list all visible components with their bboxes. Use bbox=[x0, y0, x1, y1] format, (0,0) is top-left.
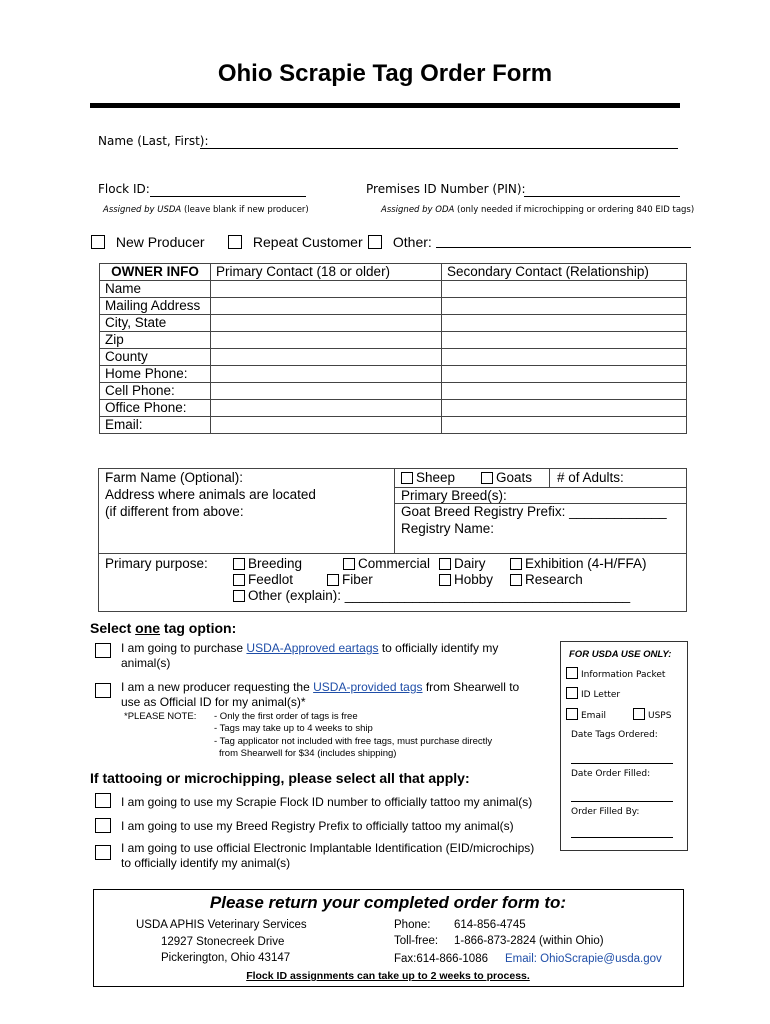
fax-number: Fax:614-866-1086 bbox=[394, 953, 488, 965]
return-heading: Please return your completed order form to: bbox=[209, 893, 567, 912]
flock-label: Flock ID: bbox=[98, 182, 150, 196]
primary-home-phone-cell[interactable] bbox=[211, 366, 442, 383]
id-letter-checkbox[interactable] bbox=[566, 687, 578, 699]
primary-name-cell[interactable] bbox=[211, 281, 442, 298]
usda-approved-eartags-link[interactable]: USDA-Approved eartags bbox=[246, 641, 379, 655]
research-option bbox=[510, 572, 583, 587]
id-letter-option bbox=[566, 687, 620, 700]
other-field[interactable] bbox=[436, 247, 691, 248]
please-note-label: *PLEASE NOTE: bbox=[124, 711, 197, 722]
commercial-option bbox=[343, 556, 430, 571]
primary-contact-header: Primary Contact (18 or older) bbox=[211, 264, 442, 281]
other-checkbox[interactable] bbox=[368, 235, 382, 249]
secondary-office-phone-cell[interactable] bbox=[442, 400, 687, 417]
dairy-label: Dairy bbox=[454, 556, 486, 571]
usps-option bbox=[633, 708, 671, 721]
tattoo-heading: If tattooing or microchipping, please select all that apply: bbox=[90, 770, 470, 786]
secondary-zip-cell[interactable] bbox=[442, 332, 687, 349]
primary-breed-label: Primary Breed(s): bbox=[401, 488, 507, 503]
producer-type-row bbox=[91, 234, 205, 250]
flock-id-field[interactable] bbox=[150, 196, 306, 197]
owner-info-header: OWNER INFO bbox=[100, 264, 211, 281]
owner-row-label: Cell Phone: bbox=[100, 383, 211, 400]
tag-note: - Tag applicator not included with free tags, must purchase directly bbox=[214, 735, 493, 747]
new-producer-checkbox[interactable] bbox=[91, 235, 105, 249]
breed-prefix-tattoo-label: I am going to use my Breed Registry Prefix to officially tattoo my animal(s) bbox=[121, 819, 514, 833]
usda-use-only-heading: FOR USDA USE ONLY: bbox=[569, 649, 672, 660]
hobby-option bbox=[439, 572, 493, 587]
date-tags-ordered-field[interactable] bbox=[571, 763, 673, 764]
feedlot-label: Feedlot bbox=[248, 572, 294, 587]
usda-provided-tags-option-text: I am a new producer requesting the USDA-provided tags from Shearwell to use as Official ID for my animal(s)* bbox=[121, 680, 520, 709]
repeat-customer-checkbox[interactable] bbox=[228, 235, 242, 249]
order-filled-by-field[interactable] bbox=[571, 837, 673, 838]
breeding-label: Breeding bbox=[248, 556, 303, 571]
dairy-option bbox=[439, 556, 486, 571]
owner-row-label: Zip bbox=[100, 332, 211, 349]
tag-note: - Tags may take up to 4 weeks to ship bbox=[214, 723, 373, 735]
breeding-option bbox=[233, 556, 302, 571]
breeding-checkbox[interactable] bbox=[233, 558, 245, 570]
owner-row-label: Home Phone: bbox=[100, 366, 211, 383]
primary-address-cell[interactable] bbox=[211, 298, 442, 315]
repeat-customer-label: Repeat Customer bbox=[252, 234, 363, 250]
usps-checkbox[interactable] bbox=[633, 708, 645, 720]
sheep-label: Sheep bbox=[416, 470, 456, 485]
primary-zip-cell[interactable] bbox=[211, 332, 442, 349]
other-purpose-checkbox[interactable] bbox=[233, 590, 245, 602]
other-option bbox=[368, 234, 432, 250]
goats-option bbox=[481, 470, 532, 485]
flock-id-tattoo-label: I am going to use my Scrapie Flock ID number to officially tattoo my animal(s) bbox=[121, 795, 533, 809]
phone-number: 614-856-4745 bbox=[454, 919, 526, 931]
return-street: 12927 Stonecreek Drive bbox=[161, 936, 285, 948]
breed-prefix-tattoo-checkbox[interactable] bbox=[95, 818, 111, 833]
email-address-link[interactable]: Email: OhioScrapie@usda.gov bbox=[505, 953, 662, 965]
usda-use-only-box bbox=[560, 641, 688, 851]
farm-address-label: Address where animals are located bbox=[105, 487, 316, 502]
repeat-customer-option bbox=[228, 234, 363, 250]
name-field[interactable] bbox=[200, 148, 678, 149]
owner-row-label: City, State bbox=[100, 315, 211, 332]
primary-office-phone-cell[interactable] bbox=[211, 400, 442, 417]
hobby-label: Hobby bbox=[454, 572, 494, 587]
secondary-cell-phone-cell[interactable] bbox=[442, 383, 687, 400]
fiber-label: Fiber bbox=[342, 572, 373, 587]
premises-id-field[interactable] bbox=[524, 196, 680, 197]
date-tags-ordered-label: Date Tags Ordered: bbox=[571, 730, 658, 740]
farm-name-label: Farm Name (Optional): bbox=[105, 470, 244, 485]
owner-row-label: Office Phone: bbox=[100, 400, 211, 417]
eid-microchip-checkbox[interactable] bbox=[95, 845, 111, 860]
tag-notes bbox=[214, 711, 492, 760]
tag-note: from Shearwell for $34 (includes shipping) bbox=[219, 747, 397, 759]
primary-cell-phone-cell[interactable] bbox=[211, 383, 442, 400]
research-label: Research bbox=[525, 572, 583, 587]
dairy-checkbox[interactable] bbox=[439, 558, 451, 570]
phone-label: Phone: bbox=[394, 919, 431, 931]
primary-purpose-label: Primary purpose: bbox=[105, 556, 208, 571]
research-checkbox[interactable] bbox=[510, 574, 522, 586]
tollfree-label: Toll-free: bbox=[394, 935, 439, 947]
email-option bbox=[566, 708, 606, 721]
new-producer-label: New Producer bbox=[115, 234, 205, 250]
secondary-address-cell[interactable] bbox=[442, 298, 687, 315]
flock-note: Assigned by USDA (leave blank if new producer) bbox=[103, 205, 309, 215]
farm-address-note: (if different from above: bbox=[105, 504, 244, 519]
processing-note: Flock ID assignments can take up to 2 weeks to process. bbox=[246, 970, 530, 982]
goats-label: Goats bbox=[496, 470, 533, 485]
email-label: Email bbox=[581, 711, 606, 721]
adults-count-label: # of Adults: bbox=[557, 470, 624, 485]
exhibition-label: Exhibition (4-H/FFA) bbox=[525, 556, 647, 571]
info-packet-checkbox[interactable] bbox=[566, 667, 578, 679]
id-letter-label: ID Letter bbox=[581, 690, 621, 700]
premises-label: Premises ID Number (PIN): bbox=[366, 182, 526, 196]
hobby-checkbox[interactable] bbox=[439, 574, 451, 586]
premises-note: Assigned by ODA (only needed if microchipping or ordering 840 EID tags) bbox=[381, 205, 695, 215]
secondary-home-phone-cell[interactable] bbox=[442, 366, 687, 383]
other-purpose-option bbox=[233, 588, 630, 603]
owner-row-label: Email: bbox=[100, 417, 211, 434]
usda-eartags-checkbox[interactable] bbox=[95, 643, 111, 658]
secondary-name-cell[interactable] bbox=[442, 281, 687, 298]
sheep-checkbox[interactable] bbox=[401, 472, 413, 484]
return-address-box bbox=[93, 889, 684, 987]
name-label: Name (Last, First): bbox=[98, 134, 209, 148]
primary-city-cell[interactable] bbox=[211, 315, 442, 332]
date-order-filled-field[interactable] bbox=[571, 801, 673, 802]
other-label: Other: bbox=[392, 234, 432, 250]
feedlot-option bbox=[233, 572, 293, 587]
return-city: Pickerington, Ohio 43147 bbox=[161, 952, 291, 964]
exhibition-option bbox=[510, 556, 647, 571]
goats-checkbox[interactable] bbox=[481, 472, 493, 484]
secondary-contact-header: Secondary Contact (Relationship) bbox=[442, 264, 687, 281]
usda-provided-tags-link[interactable]: USDA-provided tags bbox=[313, 680, 423, 694]
flock-id-tattoo-checkbox[interactable] bbox=[95, 793, 111, 808]
info-packet-label: Information Packet bbox=[581, 670, 666, 680]
commercial-checkbox[interactable] bbox=[343, 558, 355, 570]
commercial-label: Commercial bbox=[358, 556, 431, 571]
sheep-option bbox=[401, 470, 455, 485]
secondary-email-cell[interactable] bbox=[442, 417, 687, 434]
feedlot-checkbox[interactable] bbox=[233, 574, 245, 586]
date-order-filled-label: Date Order Filled: bbox=[571, 769, 651, 779]
order-filled-by-label: Order Filled By: bbox=[571, 807, 640, 817]
tag-note: - Only the first order of tags is free bbox=[214, 711, 358, 722]
secondary-county-cell[interactable] bbox=[442, 349, 687, 366]
owner-info-table bbox=[99, 263, 687, 434]
email-checkbox[interactable] bbox=[566, 708, 578, 720]
secondary-city-cell[interactable] bbox=[442, 315, 687, 332]
eid-microchip-label: I am going to use official Electronic Implantable Identification (EID/microchips) to officially identify my animal(s) bbox=[121, 841, 535, 870]
return-org: USDA APHIS Veterinary Services bbox=[136, 919, 307, 931]
owner-row-label: County bbox=[100, 349, 211, 366]
other-purpose-label: Other (explain): ______________________________________ bbox=[248, 588, 631, 603]
info-packet-option bbox=[566, 667, 665, 680]
registry-name-label: Registry Name: bbox=[401, 521, 495, 536]
owner-row-label: Name bbox=[100, 281, 211, 298]
title-rule bbox=[90, 103, 680, 108]
primary-email-cell[interactable] bbox=[211, 417, 442, 434]
farm-info-box bbox=[98, 468, 687, 612]
goat-prefix-label: Goat Breed Registry Prefix: _____________ bbox=[401, 504, 667, 519]
tag-option-heading: Select one tag option: bbox=[90, 620, 237, 636]
exhibition-checkbox[interactable] bbox=[510, 558, 522, 570]
primary-county-cell[interactable] bbox=[211, 349, 442, 366]
usda-eartags-option-text: I am going to purchase USDA-Approved eartags to officially identify my animal(s) bbox=[121, 641, 499, 670]
usda-provided-tags-checkbox[interactable] bbox=[95, 683, 111, 698]
usps-label: USPS bbox=[648, 711, 672, 721]
owner-row-label: Mailing Address bbox=[100, 298, 211, 315]
fiber-option bbox=[327, 572, 373, 587]
page-title: Ohio Scrapie Tag Order Form bbox=[217, 60, 553, 87]
tollfree-number: 1-866-873-2824 (within Ohio) bbox=[454, 935, 604, 947]
fiber-checkbox[interactable] bbox=[327, 574, 339, 586]
